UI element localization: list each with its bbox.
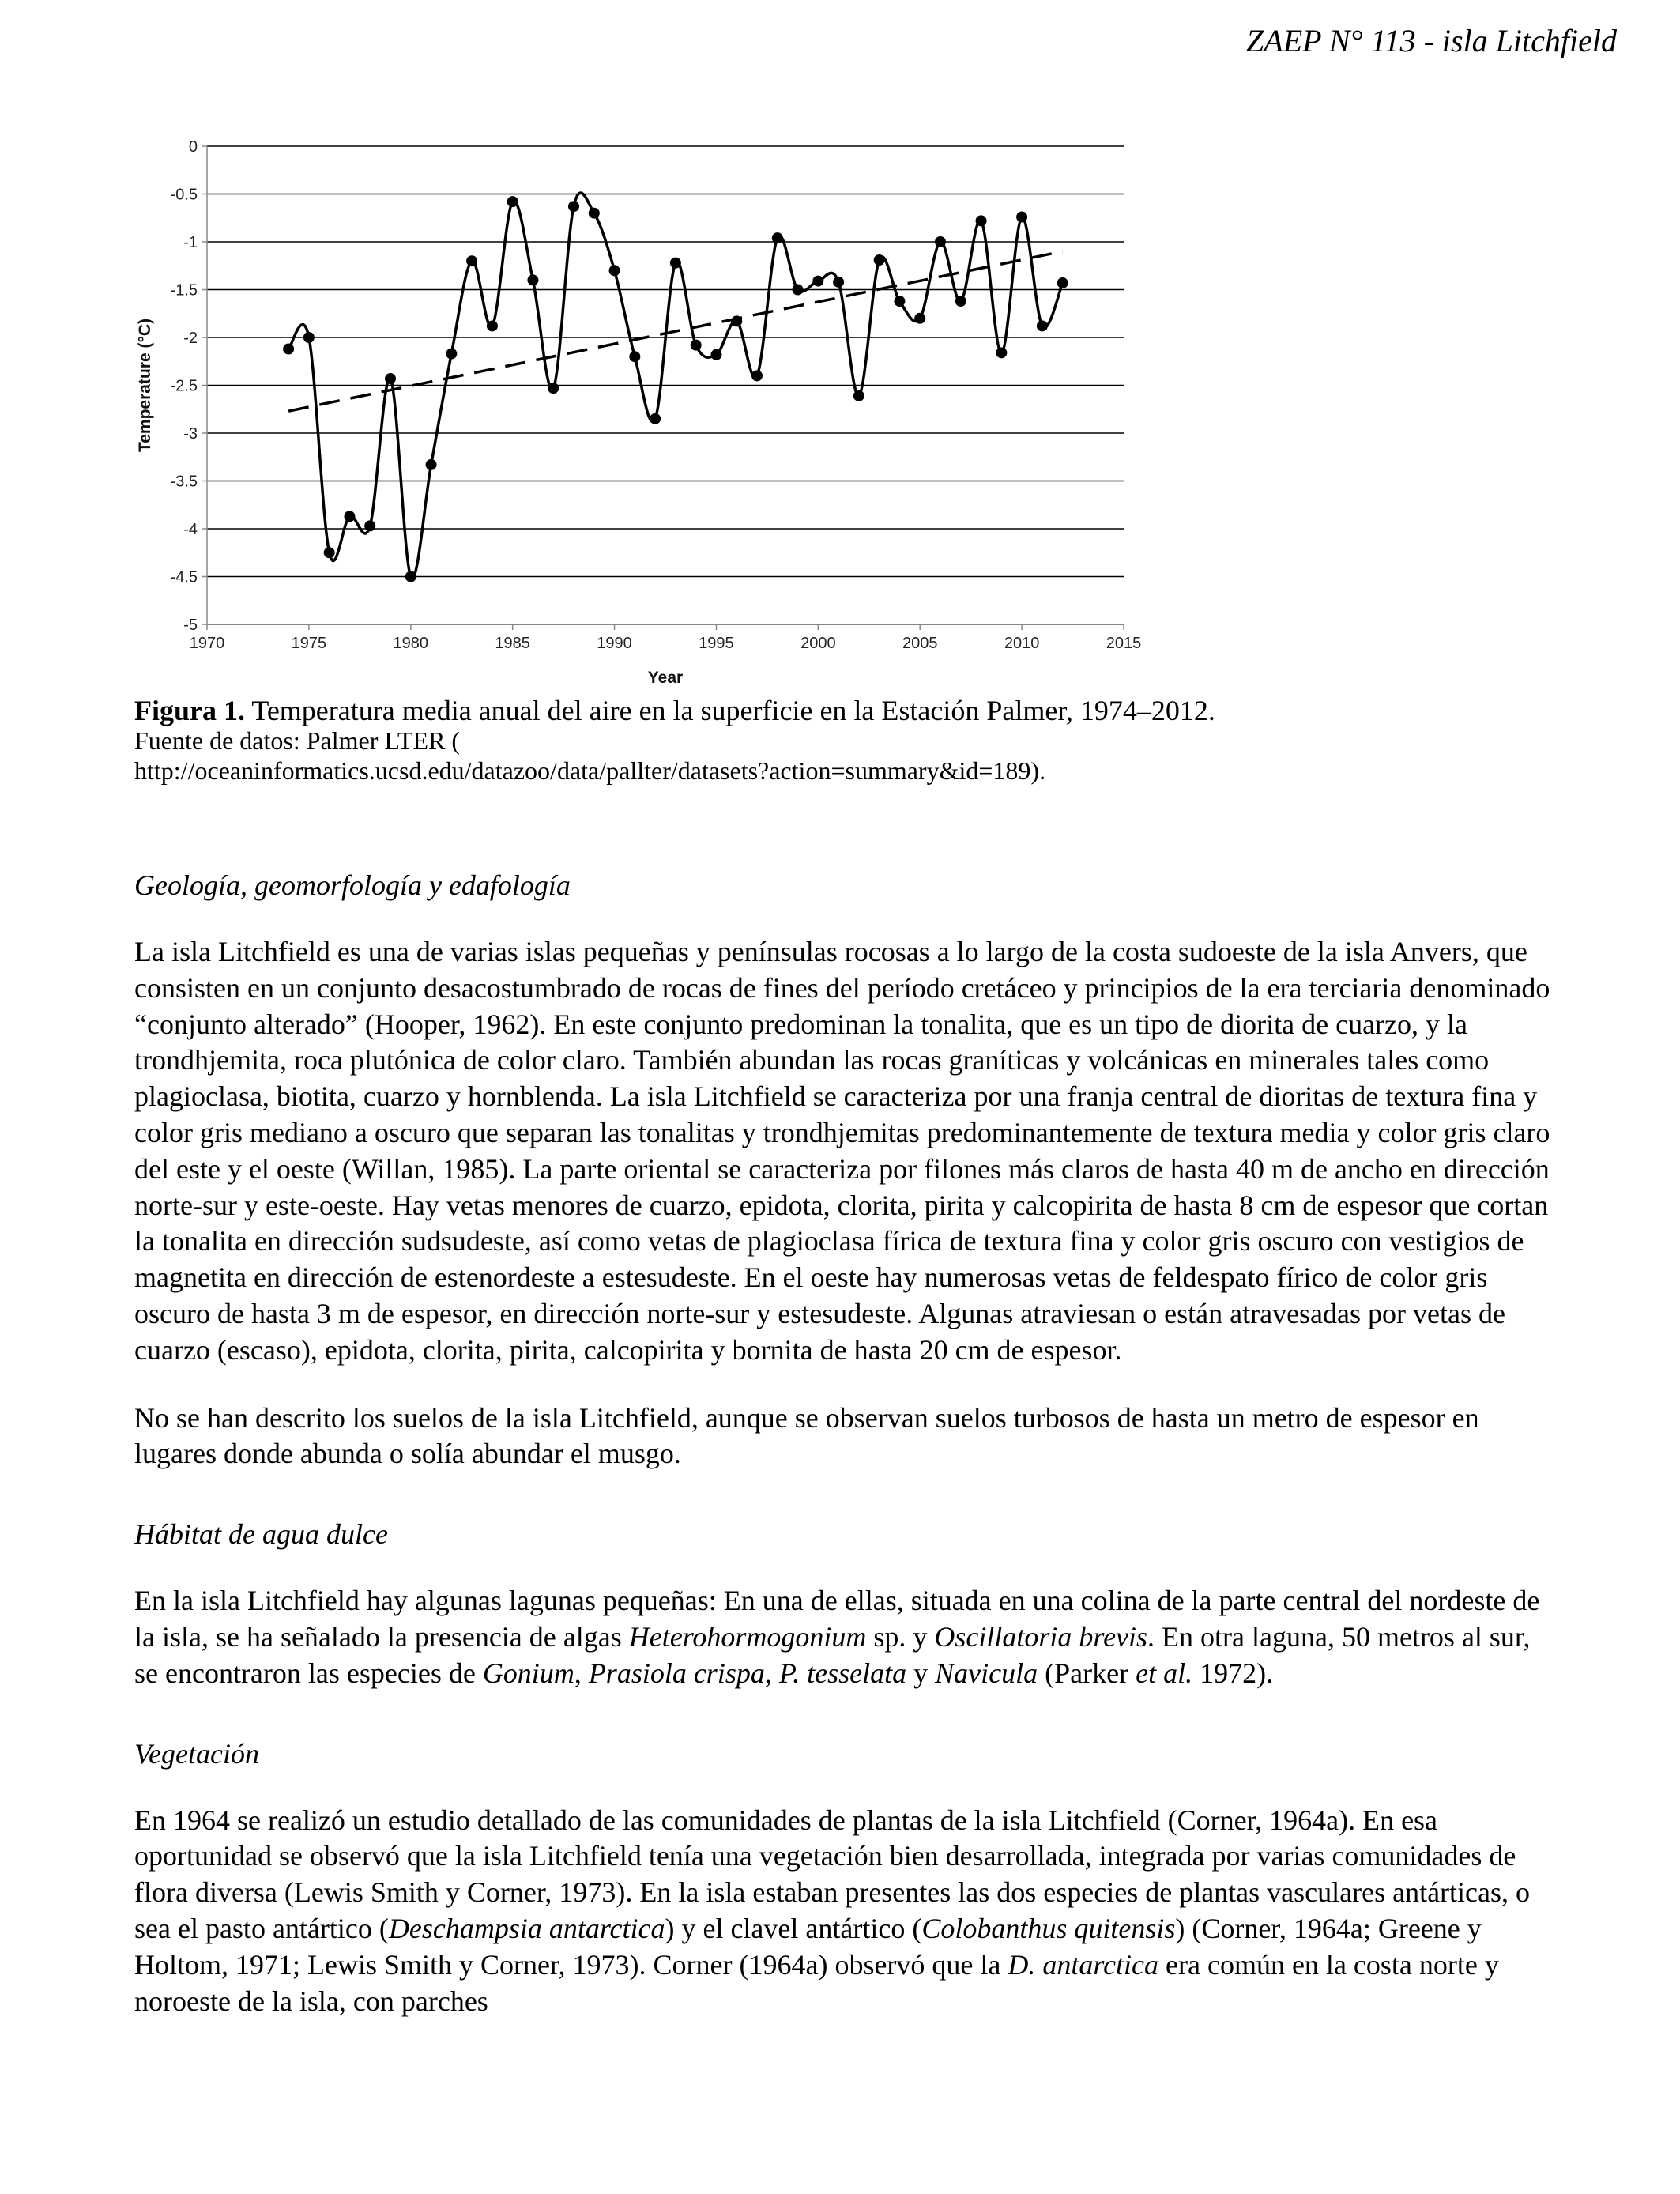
data-point xyxy=(996,347,1007,358)
x-tick-label: 1980 xyxy=(393,635,429,652)
x-tick-label: 1995 xyxy=(699,635,734,652)
y-tick-label: 0 xyxy=(188,138,198,156)
x-tick-label: 2015 xyxy=(1106,635,1142,652)
paragraph-geology-1: La isla Litchfield es una de varias islas pequeñas y penínsulas rocosas a lo largo de la costa sudoeste de la isla Anvers, que consisten en un conjunto desacostumbrado de rocas de fines del período cretáceo y principios de la era terciaria denominado “conjunto alterado” (Hooper, 1962). En este conjunto predominan la tonalita, que es un tipo de diorita de cuarzo, y la trondhjemita, roca plutónica de color claro. También abundan las rocas graníticas y volcánicas en minerales tales como plagioclasa, biotita, cuarzo y hornblenda. La isla Litchfield se caracteriza por una franja central de dioritas de textura fina y color gris mediano a oscuro que separan las tonalitas y trondhjemitas predominantemente de textura media y color gris claro del este y el oeste (Willan, 1985). La parte oriental se caracteriza por filones más claros de hasta 40 m de ancho en dirección norte-sur y este-oeste. Hay vetas menores de cuarzo, epidota, clorita, pirita y calcopirita de hasta 8 cm de espesor que cortan la tonalita en dirección sudsudeste, así como vetas de plagioclasa fírica de textura fina y color gris oscuro con vestigios de magnetita en dirección de estenordeste a estesudeste. En el oeste hay numerosas vetas de feldespato fírico de color gris oscuro de hasta 3 m de espesor, en dirección norte-sur y estesudeste. Algunas atraviesan o están atravesadas por vetas de cuarzo (escaso), epidota, clorita, pirita, calcopirita y bornita de hasta 20 cm de espesor. xyxy=(134,936,1550,1366)
caption-main xyxy=(134,696,1557,726)
data-point xyxy=(507,196,518,207)
data-point xyxy=(466,255,477,266)
section-heading-freshwater: Hábitat de agua dulce xyxy=(134,1518,388,1551)
document-body xyxy=(134,868,1557,2019)
caption-text: Temperatura media anual del aire en la superficie en la Estación Palmer, 1974–2012. xyxy=(245,695,1215,726)
y-tick-label: -2 xyxy=(183,330,198,347)
chart-svg xyxy=(126,126,1162,696)
section-heading-geology: Geología, geomorfología y edafología xyxy=(134,869,571,901)
x-tick-label: 1990 xyxy=(597,635,632,652)
data-point xyxy=(405,571,416,582)
caption-source-line-1: Fuente de datos: Palmer LTER ( xyxy=(134,726,461,755)
data-point xyxy=(1037,320,1048,331)
paragraph-vegetation: En 1964 se realizó un estudio detallado de las comunidades de plantas de la isla Litchfield (Corner, 1964a). En esa oportunidad se observó que la isla Litchfield tenía una vegetación bien desarrollada, integrada por varias comunidades de flora diversa (Lewis Smith y Corner, 1973). En la isla estaban presentes las dos especies de plantas vasculares antárticas, o sea el pasto antártico (Deschampsia antarctica) y el clavel antártico (Colobanthus quitensis) (Corner, 1964a; Greene y Holtom, 1971; Lewis Smith y Corner, 1973). Corner (1964a) observó que la D. antarctica era común en la costa norte y noroeste de la isla, con parches xyxy=(134,1804,1531,2017)
data-point xyxy=(976,215,987,226)
data-point xyxy=(303,332,315,343)
data-point xyxy=(935,236,946,247)
caption-source-line-2: http://oceaninformatics.ucsd.edu/datazoo/data/pallter/datasets?action=summary&id=189). xyxy=(134,756,1046,785)
data-point xyxy=(793,285,804,296)
paragraph-freshwater: En la isla Litchfield hay algunas lagunas pequeñas: En una de ellas, situada en una colina de la parte central del nordeste de la isla, se ha señalado la presencia de algas Heterohormogonium sp. y Oscillatoria brevis. En otra laguna, 50 metros al sur, se encontraron las especies de Gonium, Prasiola crispa, P. tesselata y Navicula (Parker et al. 1972). xyxy=(134,1585,1540,1689)
data-point xyxy=(751,370,763,381)
y-tick-label: -1.5 xyxy=(170,281,198,300)
data-point xyxy=(344,511,355,522)
data-point xyxy=(812,276,823,287)
data-point xyxy=(527,274,538,285)
trend-line xyxy=(288,251,1063,411)
data-point xyxy=(955,296,966,307)
data-point xyxy=(548,383,559,394)
data-point xyxy=(874,254,885,266)
x-tick-label: 1970 xyxy=(189,635,225,652)
x-tick-label: 2000 xyxy=(800,635,836,652)
y-tick-label: -4 xyxy=(183,521,198,538)
data-point xyxy=(691,340,702,351)
page-header: ZAEP N° 113 - isla Litchfield xyxy=(1246,23,1617,58)
figure-caption xyxy=(134,696,1557,786)
y-tick-label: -4.5 xyxy=(170,568,198,586)
data-point xyxy=(609,265,620,276)
data-point xyxy=(1057,277,1068,288)
data-point xyxy=(650,413,661,424)
section-heading-vegetation: Vegetación xyxy=(134,1737,259,1770)
data-point xyxy=(731,315,742,326)
data-point xyxy=(629,351,640,362)
y-tick-label: -1 xyxy=(183,234,198,251)
data-point xyxy=(446,349,457,360)
data-point xyxy=(426,459,437,470)
data-point xyxy=(324,547,335,558)
x-axis-title: Year xyxy=(647,669,684,687)
x-tick-label: 1985 xyxy=(495,635,530,652)
temperature-chart xyxy=(126,126,1162,696)
data-point xyxy=(385,373,396,384)
y-tick-label: -5 xyxy=(183,616,198,634)
paragraph-geology-2: No se han descrito los suelos de la isla Litchfield, aunque se observan suelos turbosos de hasta un metro de espesor en lugares donde abunda o solía abundar el musgo. xyxy=(134,1401,1479,1470)
y-tick-label: -0.5 xyxy=(170,186,198,204)
y-tick-label: -2.5 xyxy=(170,377,198,395)
y-tick-label: -3.5 xyxy=(170,473,198,491)
data-point xyxy=(364,520,375,531)
data-point xyxy=(568,201,579,212)
data-point xyxy=(894,296,905,307)
data-point xyxy=(853,390,864,401)
y-tick-label: -3 xyxy=(183,425,198,443)
y-axis-title: Temperature (°C) xyxy=(136,318,154,453)
x-tick-label: 1975 xyxy=(291,635,327,652)
data-point xyxy=(670,258,681,269)
data-point xyxy=(710,349,721,360)
data-point xyxy=(772,232,783,243)
x-tick-label: 2010 xyxy=(1004,635,1040,652)
data-point xyxy=(589,208,600,219)
caption-label: Figura 1. xyxy=(134,695,245,726)
data-point xyxy=(833,277,844,288)
x-tick-label: 2005 xyxy=(902,635,938,652)
data-point xyxy=(487,320,498,331)
data-point xyxy=(1016,212,1027,223)
data-point xyxy=(914,313,925,324)
data-point xyxy=(283,344,294,355)
